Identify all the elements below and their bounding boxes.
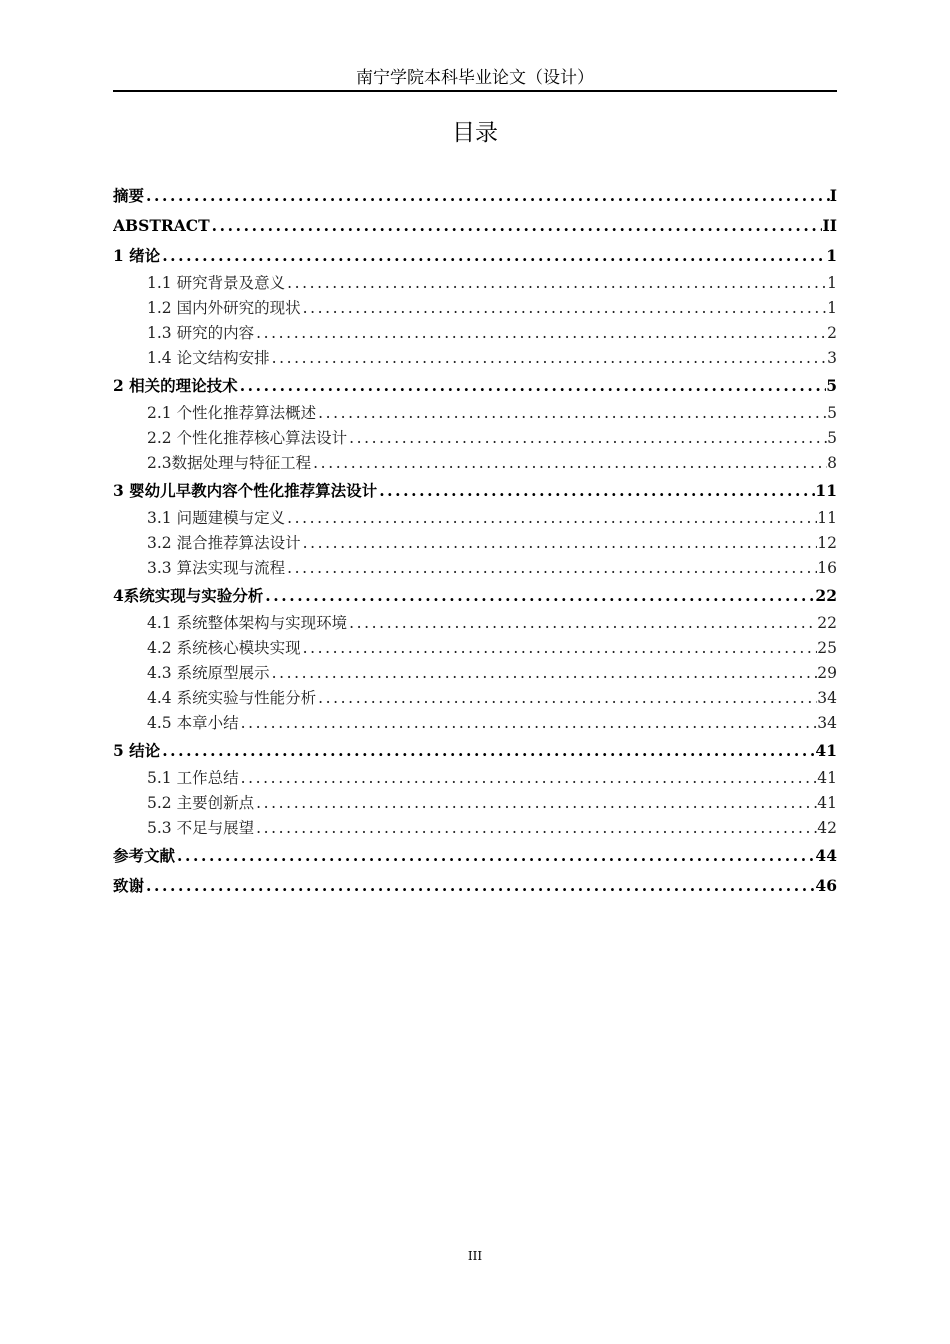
toc-entry-page: 41 [817, 794, 837, 812]
toc-entry-label: 4系统实现与实验分析 [113, 586, 264, 605]
toc-entry-page: II [822, 216, 837, 235]
toc-entry-label: 1.2 国内外研究的现状 [147, 299, 301, 317]
toc-leader-dots [238, 371, 827, 401]
toc-entry-page: 5 [826, 376, 837, 395]
toc-leader-dots [160, 736, 815, 766]
toc-leader-dots [301, 531, 818, 556]
toc-entry-page: 29 [817, 664, 837, 682]
toc-entry[interactable] [113, 791, 837, 816]
toc-entry-page: 34 [817, 714, 837, 732]
toc-entry[interactable] [113, 371, 837, 401]
toc-leader-dots [285, 556, 817, 581]
toc-entry[interactable] [113, 241, 837, 271]
toc-entry-page: 11 [815, 481, 837, 500]
page-number: III [467, 1249, 483, 1263]
toc-entry-label: 参考文献 [113, 846, 176, 865]
toc-entry-label: 1.1 研究背景及意义 [147, 274, 286, 292]
toc-entry[interactable] [113, 211, 837, 241]
toc-entry-page: 1 [827, 299, 837, 317]
toc-entry-label: 1 绪论 [113, 246, 161, 265]
toc-entry-page: 41 [815, 741, 837, 760]
toc-leader-dots [311, 451, 827, 476]
toc-entry-label: 3.1 问题建模与定义 [147, 509, 286, 527]
toc-entry-label: 2.2 个性化推荐核心算法设计 [147, 429, 348, 447]
toc-entry-page: 22 [815, 586, 837, 605]
toc-leader-dots [301, 296, 828, 321]
page-header: 南宁学院本科毕业论文（设计） [113, 66, 837, 92]
toc-entry-label: 2.1 个性化推荐算法概述 [147, 404, 317, 422]
toc-entry-label: 4.4 系统实验与性能分析 [147, 689, 317, 707]
toc-entry[interactable] [113, 736, 837, 766]
toc-entry-page: 44 [815, 846, 837, 865]
toc-entry[interactable] [113, 426, 837, 451]
toc-entry-label: 2 相关的理论技术 [113, 376, 238, 395]
toc-leader-dots [316, 686, 817, 711]
toc-entry-label: 1.4 论文结构安排 [147, 349, 270, 367]
toc-leader-dots [160, 241, 826, 271]
toc-entry[interactable] [113, 271, 837, 296]
toc-entry[interactable] [113, 816, 837, 841]
toc-entry[interactable] [113, 871, 837, 901]
toc-leader-dots [263, 581, 815, 611]
toc-leader-dots [239, 711, 818, 736]
toc-leader-dots [377, 476, 815, 506]
toc-title: 目录 [452, 120, 498, 146]
toc-entry-label: ABSTRACT [113, 216, 210, 235]
toc-leader-dots [270, 346, 828, 371]
toc-leader-dots [347, 611, 817, 636]
table-of-contents [113, 181, 837, 901]
toc-entry[interactable] [113, 296, 837, 321]
toc-entry-page: 3 [827, 349, 837, 367]
toc-entry-label: 1.3 研究的内容 [147, 324, 255, 342]
toc-leader-dots [254, 791, 817, 816]
toc-leader-dots [144, 181, 830, 211]
toc-entry[interactable] [113, 556, 837, 581]
toc-entry[interactable] [113, 686, 837, 711]
toc-entry-page: 42 [817, 819, 837, 837]
toc-entry[interactable] [113, 181, 837, 211]
toc-entry[interactable] [113, 531, 837, 556]
toc-entry-label: 5.2 主要创新点 [147, 794, 255, 812]
toc-entry[interactable] [113, 476, 837, 506]
toc-entry-page: 12 [817, 534, 837, 552]
toc-leader-dots [316, 401, 827, 426]
toc-leader-dots [175, 841, 815, 871]
toc-entry[interactable] [113, 841, 837, 871]
toc-entry[interactable] [113, 346, 837, 371]
toc-entry-page: 34 [817, 689, 837, 707]
toc-entry-page: 16 [817, 559, 837, 577]
toc-entry[interactable] [113, 661, 837, 686]
toc-entry-page: 1 [826, 246, 837, 265]
toc-leader-dots [285, 271, 827, 296]
toc-leader-dots [210, 211, 823, 241]
toc-entry[interactable] [113, 711, 837, 736]
toc-entry-label: 3 婴幼儿早教内容个性化推荐算法设计 [113, 481, 378, 500]
toc-entry-page: 5 [827, 429, 837, 447]
toc-entry-label: 4.3 系统原型展示 [147, 664, 270, 682]
toc-entry[interactable] [113, 766, 837, 791]
toc-entry-page: 2 [827, 324, 837, 342]
toc-entry[interactable] [113, 401, 837, 426]
toc-entry-label: 5.1 工作总结 [147, 769, 239, 787]
toc-entry-label: 5 结论 [113, 741, 161, 760]
toc-entry-label: 致谢 [113, 876, 145, 895]
toc-entry-label: 4.2 系统核心模块实现 [147, 639, 301, 657]
toc-entry-label: 摘要 [113, 186, 145, 205]
toc-leader-dots [285, 506, 817, 531]
toc-entry-page: 5 [827, 404, 837, 422]
toc-entry-label: 3.3 算法实现与流程 [147, 559, 286, 577]
toc-entry[interactable] [113, 611, 837, 636]
toc-entry[interactable] [113, 636, 837, 661]
toc-entry-page: 11 [817, 509, 837, 527]
toc-entry-label: 4.5 本章小结 [147, 714, 239, 732]
toc-leader-dots [347, 426, 827, 451]
toc-entry-page: 46 [815, 876, 837, 895]
toc-entry-page: I [829, 186, 837, 205]
toc-entry-label: 3.2 混合推荐算法设计 [147, 534, 301, 552]
toc-entry-page: 8 [827, 454, 837, 472]
toc-entry[interactable] [113, 321, 837, 346]
toc-entry-page: 1 [827, 274, 837, 292]
toc-entry-label: 2.3数据处理与特征工程 [147, 454, 312, 472]
toc-entry-label: 4.1 系统整体架构与实现环境 [147, 614, 348, 632]
toc-entry[interactable] [113, 506, 837, 531]
toc-entry[interactable] [113, 451, 837, 476]
toc-entry[interactable] [113, 581, 837, 611]
toc-entry-page: 22 [817, 614, 837, 632]
toc-leader-dots [144, 871, 815, 901]
toc-entry-label: 5.3 不足与展望 [147, 819, 255, 837]
toc-leader-dots [254, 816, 817, 841]
toc-entry-page: 25 [817, 639, 837, 657]
toc-entry-page: 41 [817, 769, 837, 787]
toc-leader-dots [301, 636, 818, 661]
toc-leader-dots [270, 661, 818, 686]
toc-leader-dots [254, 321, 827, 346]
toc-leader-dots [239, 766, 818, 791]
